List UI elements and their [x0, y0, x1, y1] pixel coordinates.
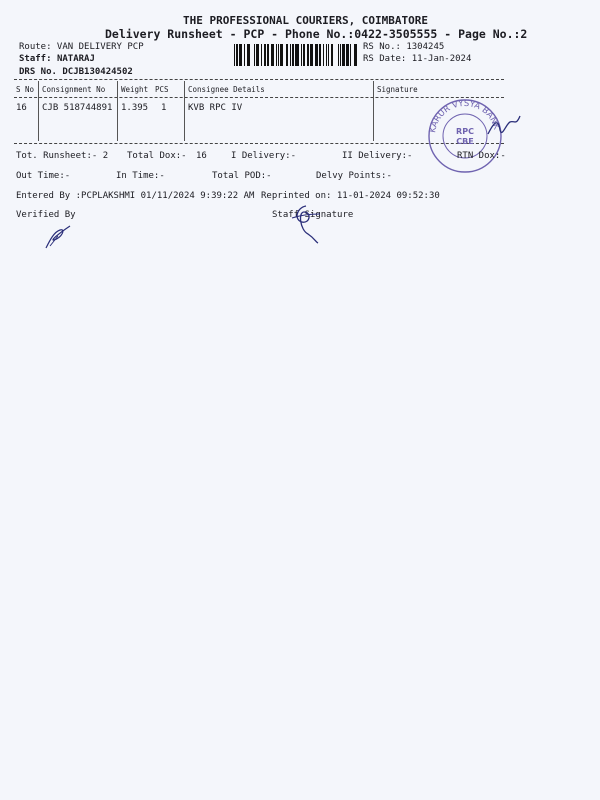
staff-signature-icon — [286, 202, 326, 244]
row-pcs: 1 — [161, 103, 167, 113]
barcode-bar — [236, 44, 238, 66]
barcode-bar — [301, 44, 302, 66]
drs-number: DCJB130424502 — [62, 67, 133, 77]
barcode-bar — [310, 44, 313, 66]
reprinted-on: Reprinted on: 11-01-2024 09:52:30 — [261, 191, 440, 201]
column-divider — [117, 81, 118, 141]
stamp-city-text: CBE — [456, 137, 474, 146]
barcode-bar — [328, 44, 329, 66]
company-title: THE PROFESSIONAL COURIERS, COIMBATORE — [183, 14, 429, 27]
barcode-bar — [346, 44, 349, 66]
rs-number: RS No.: 1304245 — [363, 42, 445, 52]
staff-label: Staff: — [19, 54, 52, 64]
barcode-bar — [323, 44, 324, 66]
stamp-bank-text: KARUR VYSYA BANK — [428, 98, 502, 134]
route-text: Route: VAN DELIVERY PCP — [19, 42, 144, 52]
out-time: Out Time:- — [16, 171, 71, 181]
tot-runsheet: Tot. Runsheet:- 2 — [16, 151, 109, 161]
verifier-signature-icon — [40, 222, 76, 252]
barcode-bar — [278, 44, 279, 66]
column-header-consignee: Consignee Details — [188, 85, 265, 94]
staff-line — [19, 54, 95, 64]
barcode-bar — [254, 44, 255, 66]
row-consignee: KVB RPC IV — [188, 103, 243, 113]
ii-delivery: II Delivery:- — [342, 151, 413, 161]
barcode-bar — [271, 44, 274, 66]
stamp-branch-text: RPC — [456, 127, 474, 136]
column-header-sno: S No — [16, 85, 35, 94]
barcode-bar — [326, 44, 327, 66]
barcode-bar — [297, 44, 299, 66]
i-delivery: I Delivery:- — [231, 151, 297, 161]
rs-date: RS Date: 11-Jan-2024 — [363, 54, 472, 64]
barcode-bar — [350, 44, 351, 66]
barcode-bar — [280, 44, 283, 66]
in-time: In Time:- — [116, 171, 165, 181]
barcode-bar — [256, 44, 259, 66]
staff-signature-label: Staff Signature — [272, 210, 354, 220]
barcode-bar — [338, 44, 339, 66]
barcode-bar — [307, 44, 309, 66]
barcode-bar — [264, 44, 266, 66]
barcode-bar — [292, 44, 293, 66]
barcode-bar — [247, 44, 250, 66]
barcode-bar — [267, 44, 269, 66]
total-dox-label: Total Dox:- — [127, 151, 187, 161]
barcode-bar — [234, 44, 235, 66]
drs-label: DRS No. — [19, 67, 57, 77]
barcode-bar — [290, 44, 291, 66]
verified-by-label: Verified By — [16, 210, 76, 220]
entered-by: Entered By :PCPLAKSHMI 01/11/2024 9:39:22 AM — [16, 191, 255, 201]
column-divider — [373, 81, 374, 141]
column-divider — [38, 81, 39, 141]
rtn-dox: RTN Dox:- — [457, 151, 506, 161]
row-sno: 16 — [16, 103, 27, 113]
barcode-bar — [340, 44, 341, 66]
barcode-bar — [354, 44, 357, 66]
barcode-bar — [342, 44, 345, 66]
barcode-bar — [244, 44, 245, 66]
column-header-pcs: PCS — [155, 85, 169, 94]
column-header-consignment: Consignment No — [42, 85, 106, 94]
barcode-bar — [239, 44, 242, 66]
column-header-signature: Signature — [377, 85, 418, 94]
total-dox-value: 16 — [196, 151, 207, 161]
table-top-rule — [14, 79, 504, 80]
barcode-bar — [295, 44, 297, 66]
barcode-bar — [319, 44, 321, 66]
staff-name: NATARAJ — [56, 54, 95, 64]
barcode-bar — [293, 44, 294, 66]
signature-scribble-icon — [486, 112, 526, 142]
barcode-bar — [331, 44, 333, 66]
barcode-bar — [286, 44, 288, 66]
column-divider — [184, 81, 185, 141]
barcode-bar — [315, 44, 318, 66]
runsheet-subtitle: Delivery Runsheet - PCP - Phone No.:0422-3505555 - Page No.:2 — [105, 27, 528, 41]
column-header-weight: Weight — [121, 85, 149, 94]
barcode-bar — [276, 44, 277, 66]
barcode — [233, 44, 357, 66]
barcode-bar — [303, 44, 305, 66]
total-pod: Total POD:- — [212, 171, 272, 181]
row-weight: 1.395 — [121, 103, 149, 113]
row-consignment: CJB 518744891 — [42, 103, 113, 113]
drs-line — [19, 67, 133, 77]
delvy-points: Delvy Points:- — [316, 171, 392, 181]
barcode-bar — [261, 44, 262, 66]
